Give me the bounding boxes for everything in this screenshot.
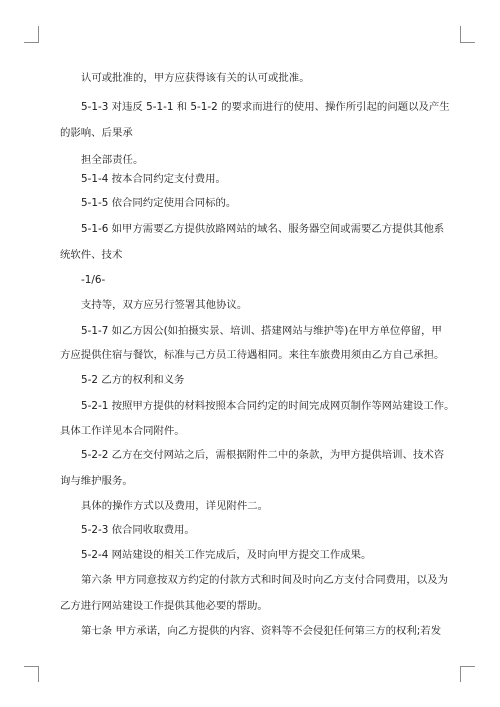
crop-mark-bottom-left <box>38 666 39 682</box>
paragraph-line: 具体工作详见本合同附件。 <box>60 425 185 437</box>
paragraph-line: 5-2-3 依合同收取费用。 <box>81 524 195 536</box>
crop-mark-top-left <box>38 26 39 42</box>
crop-mark-top-right <box>460 42 475 43</box>
paragraph-line: 具体的操作方式以及费用，详见附件二。 <box>81 500 269 512</box>
paragraph-line: 认可或批准的，甲方应获得该有关的认可或批准。 <box>81 72 310 84</box>
crop-mark-top-left <box>24 42 39 43</box>
paragraph-line: 乙方进行网站建设工作提供其他必要的帮助。 <box>60 600 268 612</box>
paragraph-line: 询与维护服务。 <box>60 475 133 487</box>
crop-mark-top-right <box>460 26 461 42</box>
paragraph-line: 5-1-7 如乙方因公(如拍摄实景、培训、搭建网站与维护等)在甲方单位停留，甲 <box>81 325 442 337</box>
section-heading: 5-2 乙方的权利和义务 <box>81 374 185 386</box>
paragraph-line: 5-2-2 乙方在交付网站之后，需根据附件二中的条款，为甲方提供培训、技术咨 <box>81 449 445 461</box>
paragraph-line: 5-1-3 对违反 5-1-1 和 5-1-2 的要求而进行的使用、操作所引起的问题以及产生 <box>81 101 450 113</box>
paragraph-line: 方应提供住宿与餐饮，标准与己方员工待遇相同。来往车旅费用须由乙方自己承担。 <box>60 349 445 361</box>
paragraph-line: 第六条 甲方同意按双方约定的付款方式和时间及时向乙方支付合同费用，以及为 <box>81 574 448 586</box>
paragraph-line: 5-2-4 网站建设的相关工作完成后，及时向甲方提交工作成果。 <box>81 549 372 561</box>
paragraph-line: 担全部责任。 <box>81 154 144 166</box>
paragraph-line: 5-2-1 按照甲方提供的材料按照本合同约定的时间完成网页制作等网站建设工作。 <box>81 400 455 412</box>
paragraph-line: 5-1-6 如甲方需要乙方提供放路网站的域名、服务器空间或需要乙方提供其他系 <box>81 223 445 235</box>
paragraph-line: 的影响、后果承 <box>60 127 133 139</box>
paragraph-line: 统软件、技术 <box>60 249 123 261</box>
page-number: -1/6- <box>81 274 106 286</box>
crop-mark-bottom-right <box>460 666 475 667</box>
paragraph-line: 5-1-4 按本合同约定支付费用。 <box>81 173 226 185</box>
paragraph-line: 支持等，双方应另行签署其他协议。 <box>81 299 248 311</box>
crop-mark-bottom-right <box>460 666 461 682</box>
crop-mark-bottom-left <box>24 666 39 667</box>
paragraph-line: 第七条 甲方承诺，向乙方提供的内容、资料等不会侵犯任何第三方的权利;若发 <box>81 625 442 637</box>
paragraph-line: 5-1-5 依合同约定使用合同标的。 <box>81 197 237 209</box>
